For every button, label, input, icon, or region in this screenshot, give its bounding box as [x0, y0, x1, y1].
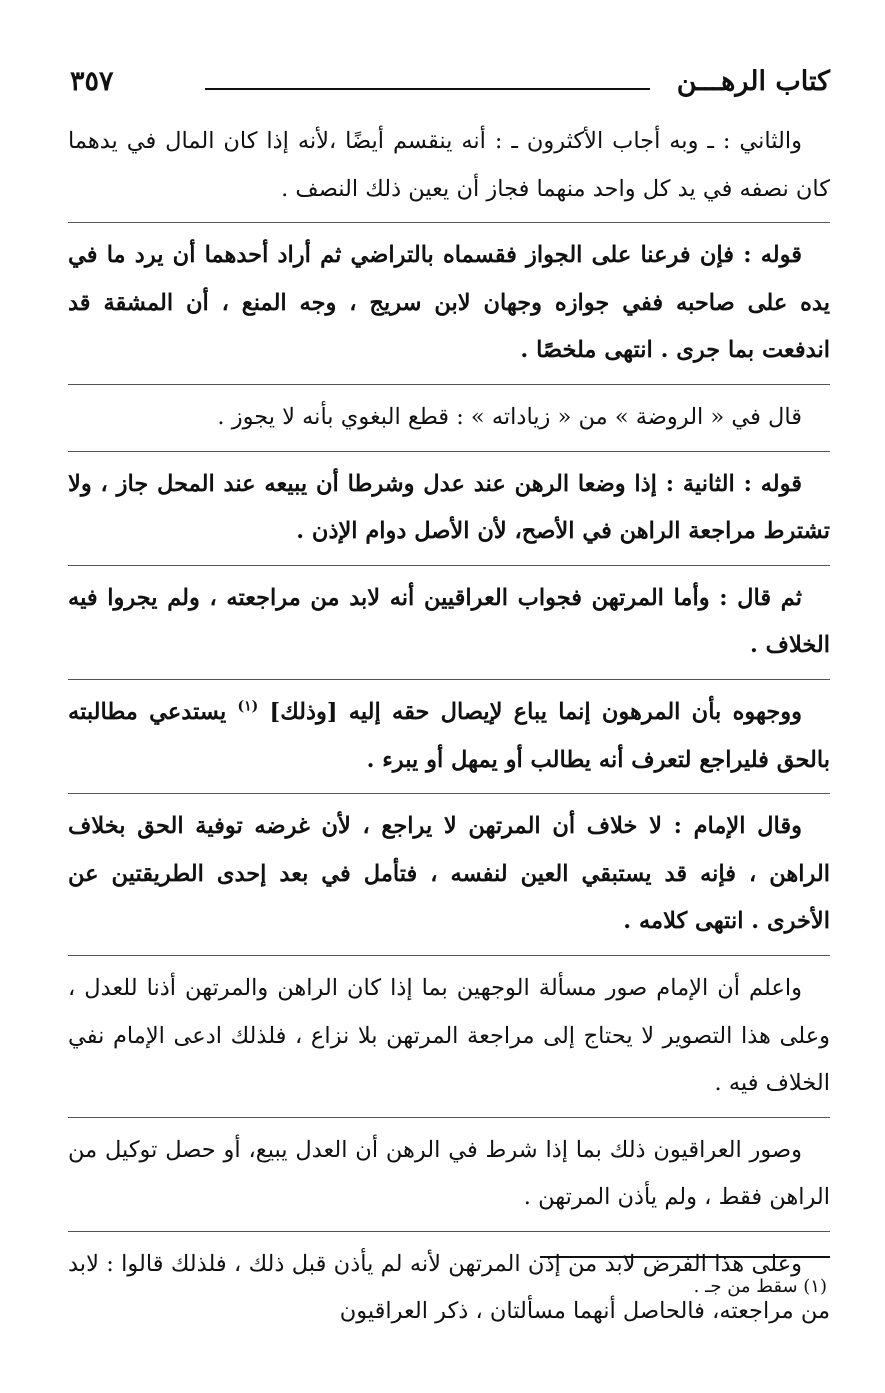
page-number: ٣٥٧ — [70, 66, 114, 97]
header-rule — [205, 88, 650, 90]
paragraph-5: ثم قال : وأما المرتهن فجواب العراقيين أنه لابد من مراجعته ، ولم يجروا فيه الخلاف . — [68, 584, 830, 659]
paragraph-divider — [68, 955, 830, 956]
main-text — [68, 118, 830, 1345]
paragraph-divider — [68, 451, 830, 452]
footnote-rule — [540, 1256, 830, 1258]
paragraph-8: واعلم أن الإمام صور مسألة الوجهين بما إذا كان الراهن والمرتهن أذنا للعدل ، وعلى هذا التصوير لا يحتاج إلى مراجعة المرتهن بلا نزاع ، فلذلك ادعى الإمام نفي الخلاف فيه . — [68, 974, 830, 1097]
paragraph-2: قوله : فإن فرعنا على الجواز فقسماه بالتراضي ثم أراد أحدهما أن يرد ما في يده على صاحبه ففي جوازه وجهان لابن سريج ، وجه المنع ، أن المشقة قد اندفعت بما جرى . انتهى ملخصًا . — [68, 242, 830, 364]
paragraph-divider — [68, 1117, 830, 1118]
paragraph-divider — [68, 1231, 830, 1232]
paragraph-10: وعلى هذا الفرض لابد من إذن المرتهن لأنه لم يأذن قبل ذلك ، فلذلك قالوا : لابد من مراجعته، فالحاصل أنهما مسألتان ، ذكر العراقيون — [68, 1250, 830, 1325]
paragraph-6-text-after: يستدعي مطالبته بالحق فليراجع لتعرف أنه يطالب أو يمهل أو يبرء . — [68, 698, 830, 773]
footnote-reference: (١) — [237, 698, 259, 715]
paragraph-9: وصور العراقيون ذلك بما إذا شرط في الرهن أن العدل يبيع، أو حصل توكيل من الراهن فقط ، ولم يأذن المرتهن . — [68, 1136, 830, 1211]
running-title: كتاب الرهـــن — [676, 66, 830, 97]
paragraph-6 — [68, 689, 830, 784]
paragraph-divider — [68, 384, 830, 385]
page-header — [70, 62, 830, 102]
paragraph-4: قوله : الثانية : إذا وضعا الرهن عند عدل وشرطا أن يبيعه عند المحل جاز ، ولا تشترط مراجعة الراهن في الأصح، لأن الأصل دوام الإذن . — [68, 470, 830, 545]
paragraph-7: وقال الإمام : لا خلاف أن المرتهن لا يراجع ، لأن غرضه توفية الحق بخلاف الراهن ، فإنه قد يستبقي العين لنفسه ، فتأمل في بعد إحدى الطريقتين عن الأخرى . انتهى كلامه . — [68, 813, 830, 935]
paragraph-3: قال في « الروضة » من « زياداته » : قطع البغوي بأنه لا يجوز . — [217, 403, 802, 430]
paragraph-divider — [68, 679, 830, 680]
footnote: (١) سقط من جـ . — [693, 1276, 827, 1297]
paragraph-divider — [68, 793, 830, 794]
paragraph-divider — [68, 222, 830, 223]
paragraph-1: والثاني : ـ وبه أجاب الأكثرون ـ : أنه ينقسم أيضًا ،لأنه إذا كان المال في يدهما كان نصفه في يد كل واحد منهما فجاز أن يعين ذلك النصف . — [68, 128, 830, 202]
paragraph-6-text-before: ووجهوه بأن المرهون إنما يباع لإيصال حقه إليه [وذلك] — [269, 698, 802, 725]
paragraph-divider — [68, 565, 830, 566]
